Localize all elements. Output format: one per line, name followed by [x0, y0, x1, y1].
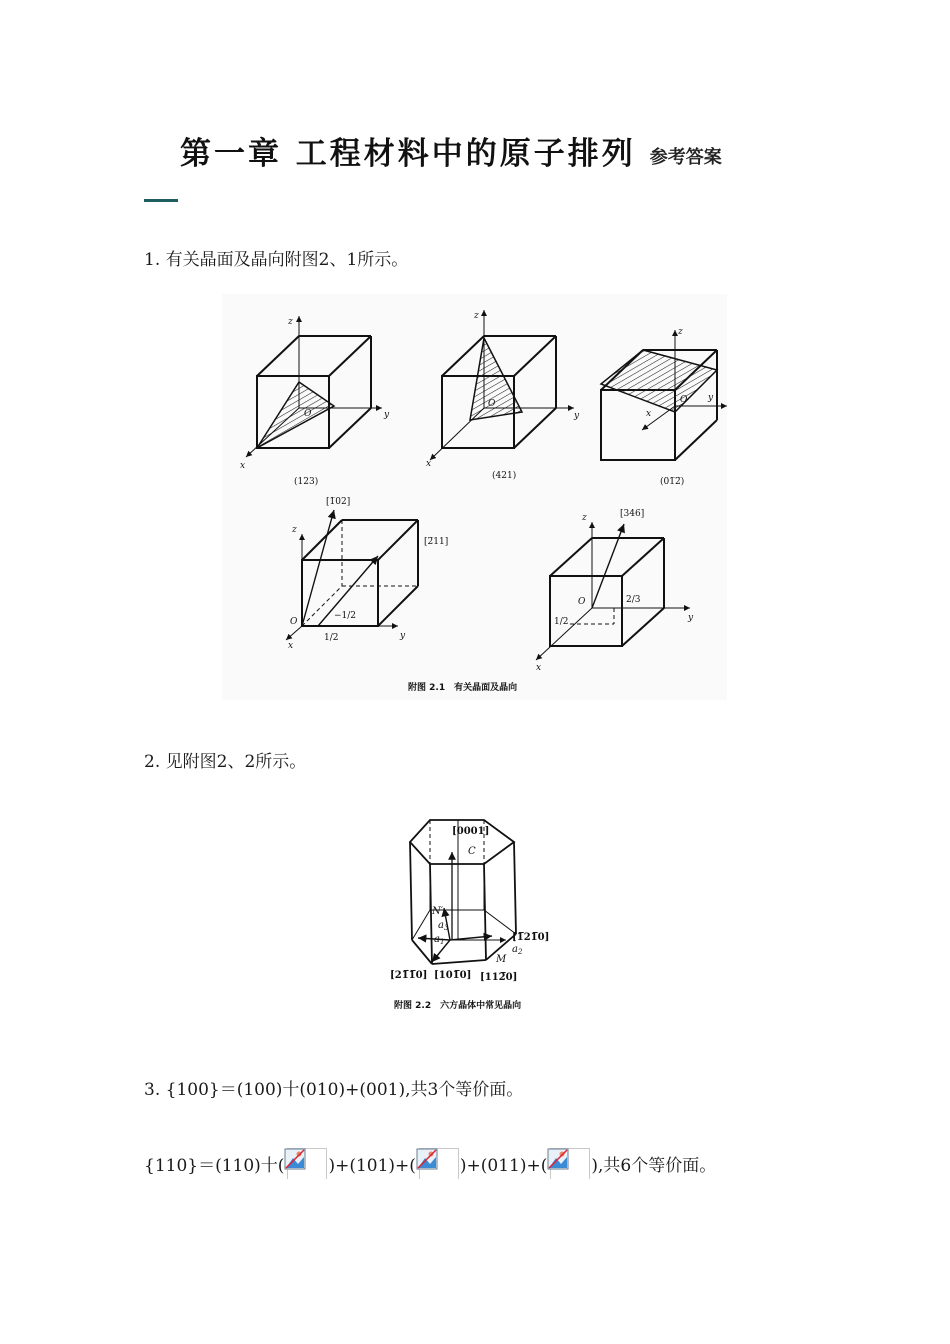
title-text: 第一章 工程材料中的原子排列 [180, 136, 636, 172]
axis-y-label: y [708, 393, 714, 403]
plane-label-123: (123) [294, 477, 319, 487]
dir-label-211: [2̅11] [424, 537, 449, 547]
axis-z-label: z [678, 327, 683, 337]
value-label-two-thirds: 2/3 [626, 595, 641, 605]
figure-2-2 [388, 812, 578, 1018]
q3-line2-part-3: )+(011)+( [459, 1156, 548, 1176]
hexagonal-prism [410, 820, 516, 964]
value-label-half: 1/2 [324, 633, 339, 643]
figure-2-2-caption: 附图 2.2 六方晶体中常见晶向 [394, 1001, 522, 1011]
axis-y-label: y [400, 631, 406, 641]
axis-y-label: y [688, 613, 694, 623]
broken-image-icon [547, 1148, 591, 1180]
axis-y-label: y [574, 411, 580, 421]
plane-label-421: (421) [492, 471, 517, 481]
question-3-line-1: 3. {100}＝(100)十(010)+(001),共3个等价面。 [144, 1080, 524, 1100]
vector-label-a2: $a_2$ [512, 944, 523, 956]
axis-x-label: x [240, 461, 246, 471]
origin-label: O [578, 597, 586, 607]
point-label-n: N′ [432, 906, 444, 917]
q3-line2-part-4: ),共6个等价面。 [591, 1156, 717, 1176]
question-2-text: 2. 见附图2、2所示。 [144, 752, 307, 772]
origin-label: O [304, 409, 312, 419]
dir-label-102: [1̅02] [326, 497, 351, 507]
vector-label-a1: $a_1$ [434, 934, 445, 946]
dir-label-2110: [21̅1̅0] [390, 970, 428, 981]
title-subtitle: 参考答案 [649, 146, 722, 168]
vector-label-a3: $a_3$ [438, 920, 449, 932]
axis-z-label: z [288, 317, 293, 327]
question-3-line-2 [144, 1148, 716, 1178]
q3-line2-part-2: )+(101)+( [328, 1156, 416, 1176]
dir-label-1120: [112̅0] [480, 972, 518, 983]
value-label-half: 1/2 [554, 617, 569, 627]
origin-label: O [680, 395, 688, 405]
axis-z-label: z [474, 311, 479, 321]
broken-image-icon [416, 1148, 460, 1180]
axis-z-label: z [582, 513, 587, 523]
value-label-minus-half: −1/2 [334, 611, 357, 621]
page-title [180, 128, 722, 173]
broken-image-icon [284, 1148, 328, 1180]
origin-label: O [290, 617, 298, 627]
plane-label-012: (01̅2̅) [660, 477, 685, 487]
dir-label-1210: [1̅21̅0] [512, 932, 550, 943]
question-1-text: 1. 有关晶面及晶向附图2、1所示。 [144, 250, 409, 270]
axis-x-label: x [288, 641, 294, 651]
axis-z-label: z [292, 525, 297, 535]
figure-2-1 [222, 294, 727, 700]
figure-2-1-caption: 附图 2.1 有关晶面及晶向 [408, 683, 518, 693]
title-underline [144, 199, 178, 202]
axis-x-label: x [646, 409, 652, 419]
q3-line2-part-1: {110}＝(110)十( [144, 1156, 285, 1176]
dir-label-1010: [101̅0] [434, 970, 472, 981]
point-label-m: M [496, 954, 507, 965]
origin-label: O [488, 399, 496, 409]
dir-label-346: [346] [620, 509, 645, 519]
dir-label-0001: [0001] [452, 826, 490, 837]
axis-label-c: C [468, 846, 476, 857]
axis-x-label: x [426, 459, 432, 469]
axis-y-label: y [384, 410, 390, 420]
axis-x-label: x [536, 663, 542, 673]
